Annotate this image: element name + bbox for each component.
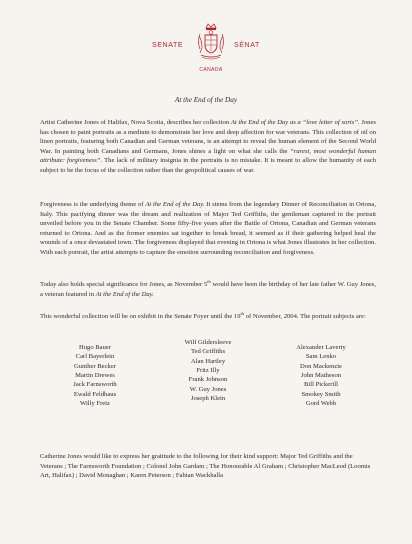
subject-name: Bill Pickerill bbox=[304, 381, 338, 389]
text-run: of November, 2004. The portrait subjects are: bbox=[244, 313, 366, 321]
subject-name: W. Guy Jones bbox=[189, 385, 227, 393]
subjects-column-3 bbox=[266, 343, 376, 409]
senate-letterhead bbox=[0, 12, 412, 74]
text-run: Jones has chosen to paint portraits as a medium to demonstrate her love and deep affection for war veterans. This collection of oil on linen portraits, featuring both Canadian and German veterans, is an attempt to reveal the human element of the Second World War. In painting both Canadians and Germans, Jones shines a light on what she calls the bbox=[40, 119, 376, 155]
subject-name: Ewald Feldhaus bbox=[73, 390, 117, 398]
subject-name: Don Mackenzie bbox=[300, 362, 342, 370]
italic-quote: “rarest, most wonderful human attribute: forgiveness”. bbox=[40, 147, 377, 165]
subject-name: Joseph Klein bbox=[190, 395, 226, 403]
letterhead-senate-french: SÉNAT bbox=[234, 42, 260, 49]
paragraph-acknowledgements: Catherine Jones would like to express her gratitude to the following for their kind support: Major Ted Griffiths and the Veterans ; The Farnsworth Foundation ; Colonel John Gardam ; The Honourable Al Graham ; Christopher MacLeod (Loomis Art, Halifax) ; David Monaghan ; Karen Peterson ; Fabian Wackhalla bbox=[40, 453, 371, 480]
text-run: This wonderful collection will be on exhibit in the Senate Foyer until the 19 bbox=[40, 313, 241, 321]
italic-run: At the End of the Day. bbox=[145, 201, 205, 208]
document-title: At the End of the Day bbox=[174, 96, 238, 104]
subject-name: Hugo Bauer bbox=[78, 344, 112, 351]
subject-name: Wilf Gildersleeve bbox=[184, 339, 232, 346]
text-run: would have been the birthday of her late father W. Guy Jones, a veteran featured in bbox=[40, 281, 377, 298]
letterhead-senate-english: SENATE bbox=[152, 42, 184, 49]
subject-name: Carl Bayerlein bbox=[75, 353, 115, 361]
text-run: Today also holds special significance for Jones, as November 5 bbox=[40, 281, 208, 289]
subject-name: John Matheson bbox=[300, 372, 342, 380]
subject-name: Smokey Smith bbox=[301, 390, 341, 398]
text-run: The lack of military insignia in the portraits is no mistake. It is meant to allow the humanity of each subject to be the focus of the collection rather than the geopolitical causes of war. bbox=[40, 157, 376, 174]
subject-name: Willy Fretz bbox=[80, 400, 110, 408]
subject-name: Gord Webb bbox=[305, 400, 337, 408]
paragraph-exhibit bbox=[40, 311, 376, 322]
coat-of-arms-icon bbox=[196, 22, 226, 62]
text-run: It stems from the legendary Dinner of Reconciliation in Ortona, Italy. This pacifying dinner was the dream and realization of Major Ted Griffiths, the gentleman captured in the portrait unveiled before you in the Senate Chamber. Some fifty-five years after the Battle of Ortona, Canadian and German veterans returned to Ortona. And as the former enemies sat together to break bread, it seemed as if their gathering helped heal the wounds of a once devastated town. The forgiveness displayed that evening in Ortona is what Jones illustrates in her collection. With each portrait, the artist attempts to capture the emotion surrounding reconciliation and forgiveness. bbox=[40, 201, 377, 256]
subjects-column-2 bbox=[153, 338, 263, 404]
text-run: Artist Catherine Jones of Halifax, Nova Scotia, describes her collection bbox=[40, 119, 231, 126]
italic-run: At the End of the Day. bbox=[95, 290, 154, 298]
subject-name: Martin Drewes bbox=[75, 372, 115, 380]
subject-name: Jack Farnsworth bbox=[73, 381, 117, 389]
superscript: th bbox=[240, 311, 245, 316]
subject-name: Fritz Illy bbox=[196, 367, 220, 375]
superscript: th bbox=[207, 279, 211, 284]
paragraph-forgiveness bbox=[40, 200, 376, 257]
subject-name: Alexander Laverty bbox=[296, 344, 346, 351]
paragraph-significance bbox=[40, 279, 376, 299]
subject-name: Frank Johnson bbox=[188, 376, 228, 384]
subject-name: Ted Griffiths bbox=[190, 348, 226, 356]
subject-name: Alan Hartley bbox=[190, 357, 226, 365]
letterhead-canada: CANADA bbox=[199, 67, 223, 73]
subjects-column-1 bbox=[40, 343, 150, 409]
text-run: Forgiveness is the underlying theme of bbox=[40, 201, 146, 208]
italic-run: At the End of the Day as a “love letter of sorts”. bbox=[230, 119, 360, 126]
subject-name: Sam Lenko bbox=[305, 353, 337, 361]
subject-name: Gunther Becker bbox=[74, 362, 116, 370]
paragraph-intro bbox=[40, 118, 376, 175]
